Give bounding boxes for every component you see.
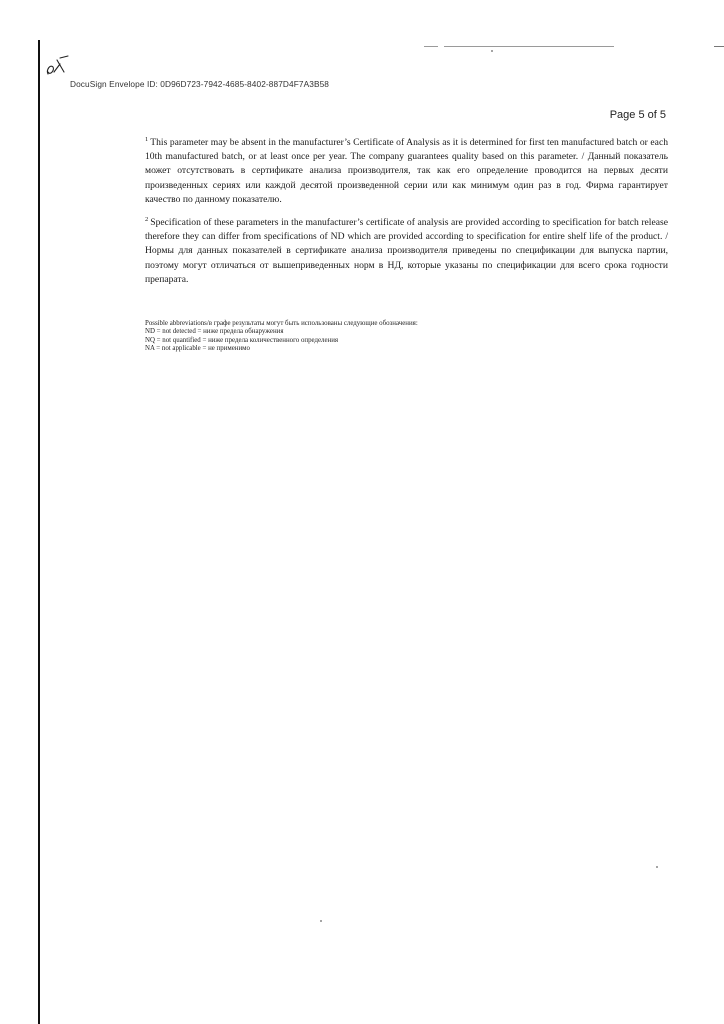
handwritten-initials [44,52,70,80]
scan-top-line [424,46,438,47]
abbreviation-item: ND = not detected = ниже предела обнаружения [145,328,284,336]
scan-speck [491,50,493,52]
scan-speck [656,866,658,868]
footnote-text: Specification of these parameters in the manufacturer’s certificate of analysis are provided according to specification for batch release therefore they can differ from specifications of ND which are provided according to specification for entire shelf life of the product. / Нормы для данных показателей в сертификате анализа производителя приведены по спецификации для выпуска партии, поэтому могут отличаться от вышеприведенных норм в НД, которые указаны по спецификации для всего срока годности препарата. [145,217,668,285]
scan-top-line [444,46,614,47]
abbreviation-item: NQ = not quantified = ниже предела количественного определения [145,336,339,344]
scan-left-edge [38,40,40,1024]
footnote-2 [145,216,668,287]
footnote-marker: 2 [145,215,149,223]
page-number: Page 5 of 5 [609,109,666,121]
scan-right-mark [714,46,724,47]
footnotes-section [145,136,668,296]
footnote-marker: 1 [145,135,149,143]
abbreviations-intro: Possible abbreviations/в графе результаты могут быть использованы следующие обозначения: [145,320,418,327]
scan-speck [320,920,322,922]
footnote-text: This parameter may be absent in the manufacturer’s Certificate of Analysis as it is determined for first ten manufactured batch or each 10th manufactured batch, or at least once per year. The company guarantees quality based on this parameter. / Данный показатель может отсутствовать в сертификате анализа производителя, так как его определение проводится на первых десяти произведенных сериях или каждой десятой произведенной серии или как минимум один раз в год. Фирма гарантирует качество по данному показателю. [145,137,668,205]
abbreviation-item: NA = not applicable = не применимо [145,345,250,353]
abbreviations-legend [145,320,565,354]
footnote-1 [145,136,668,207]
docusign-envelope-id: DocuSign Envelope ID: 0D96D723-7942-4685-8402-887D4F7A3B58 [70,79,330,89]
